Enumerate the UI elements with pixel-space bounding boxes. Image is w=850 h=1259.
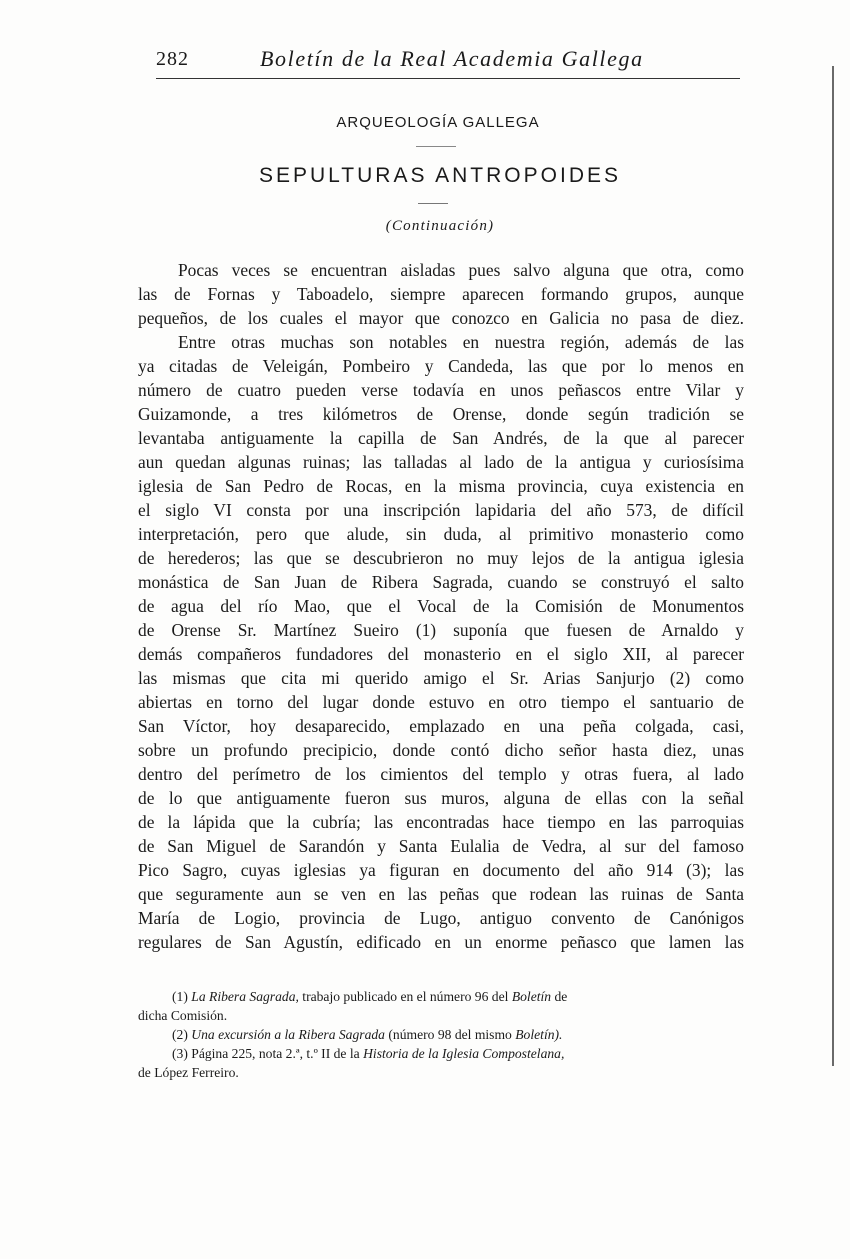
body-line: interpretación, pero que alude, sin duda, al primitivo monasterio como — [138, 524, 744, 544]
body-line: de lo que antiguamente fueron sus muros, alguna de ellas con la señal — [138, 788, 744, 808]
body-line: el siglo VI consta por una inscripción lapidaria del año 573, de difícil — [138, 500, 744, 520]
section-divider — [416, 146, 456, 147]
title-divider — [418, 203, 448, 204]
footnote-italic: Boletín — [511, 989, 552, 1004]
footnote-marker: (2) — [172, 1027, 188, 1042]
footnote-1-continuation: dicha Comisión. — [138, 1008, 228, 1023]
running-header — [156, 44, 740, 82]
footnote-text: de — [554, 989, 568, 1004]
body-line: de agua del río Mao, que el Vocal de la Comisión de Monumentos — [138, 596, 744, 616]
page-edge-rule — [832, 66, 834, 1066]
body-line: Guizamonde, a tres kilómetros de Orense, donde según tradición se — [138, 404, 744, 424]
body-line: abiertas en torno del lugar donde estuvo en otro tiempo el santuario de — [138, 692, 744, 712]
footnote-text: (número 98 del mismo — [388, 1027, 512, 1042]
footnote-italic: La Ribera Sagrada, — [191, 989, 299, 1004]
body-line: Pocas veces se encuentran aisladas pues salvo alguna que otra, como — [178, 260, 744, 280]
footnote-italic: Historia de la Iglesia Compostelana, — [363, 1046, 565, 1061]
footnote-text: Página 225, nota 2.ª, t.º II de la — [191, 1046, 360, 1061]
body-line: las de Fornas y Taboadelo, siempre aparecen formando grupos, aunque — [138, 284, 744, 304]
body-line: demás compañeros fundadores del monasterio en el siglo XII, al parecer — [138, 644, 744, 664]
body-line: aun quedan algunas ruinas; las talladas al lado de la antigua y curiosísima — [138, 452, 744, 472]
continuation-note: (Continuación) — [385, 218, 495, 234]
body-line: San Víctor, hoy desaparecido, emplazado en una peña colgada, casi, — [138, 716, 744, 736]
article-title: SEPULTURAS ANTROPOIDES — [258, 164, 621, 187]
body-line: sobre un profundo precipicio, donde contó dicho señor hasta diez, unas — [138, 740, 744, 760]
body-line: pequeños, de los cuales el mayor que conozco en Galicia no pasa de diez. — [138, 308, 744, 328]
body-line: levantaba antiguamente la capilla de San Andrés, de la que al parecer — [138, 428, 744, 448]
body-line: de Orense Sr. Martínez Sueiro (1) suponía que fuesen de Arnaldo y — [138, 620, 744, 640]
article-body — [138, 258, 744, 954]
body-line: número de cuatro pueden verse todavía en unos peñascos entre Vilar y — [138, 380, 744, 400]
footnotes — [138, 987, 748, 1082]
footnote-marker: (1) — [172, 989, 188, 1004]
body-line: regulares de San Agustín, edificado en un enorme peñasco que lamen las — [138, 932, 744, 952]
body-line: dentro del perímetro de los cimientos del templo y otras fuera, al lado — [138, 764, 744, 784]
body-line: iglesia de San Pedro de Rocas, en la misma provincia, cuya existencia en — [138, 476, 744, 496]
journal-title: Boletín de la Real Academia Gallega — [260, 46, 644, 71]
body-line: María de Logio, provincia de Lugo, antiguo convento de Canónigos — [138, 908, 744, 928]
body-line: Entre otras muchas son notables en nuestra región, además de las — [178, 332, 744, 352]
body-line: Pico Sagro, cuyas iglesias ya figuran en documento del año 914 (3); las — [138, 860, 744, 880]
footnote-italic: Boletín). — [515, 1027, 563, 1042]
body-line: de herederos; las que se descubrieron no muy lejos de la antigua iglesia — [138, 548, 744, 568]
footnote-3 — [138, 1044, 748, 1063]
footnote-italic: Una excursión a la Ribera Sagrada — [191, 1027, 385, 1042]
body-line: de San Miguel de Sarandón y Santa Eulalia de Vedra, al sur del famoso — [138, 836, 744, 856]
footnote-3-continuation: de López Ferreiro. — [138, 1065, 239, 1080]
body-line: ya citadas de Veleigán, Pombeiro y Candeda, las que por lo menos en — [138, 356, 744, 376]
footnote-1 — [138, 987, 748, 1006]
body-line: monástica de San Juan de Ribera Sagrada, cuando se construyó el salto — [138, 572, 744, 592]
header-rule — [156, 78, 740, 79]
footnote-text: trabajo publicado en el número 96 del — [302, 989, 509, 1004]
body-line: de la lápida que la cubría; las encontradas hace tiempo en las parroquias — [138, 812, 744, 832]
footnote-marker: (3) — [172, 1046, 188, 1061]
page-number: 282 — [156, 48, 189, 70]
body-line: que seguramente aun se ven en las peñas que rodean las ruinas de Santa — [138, 884, 744, 904]
footnote-2 — [138, 1025, 748, 1044]
body-line: las mismas que cita mi querido amigo el Sr. Arias Sanjurjo (2) como — [138, 668, 744, 688]
section-label: ARQUEOLOGÍA GALLEGA — [336, 114, 540, 131]
